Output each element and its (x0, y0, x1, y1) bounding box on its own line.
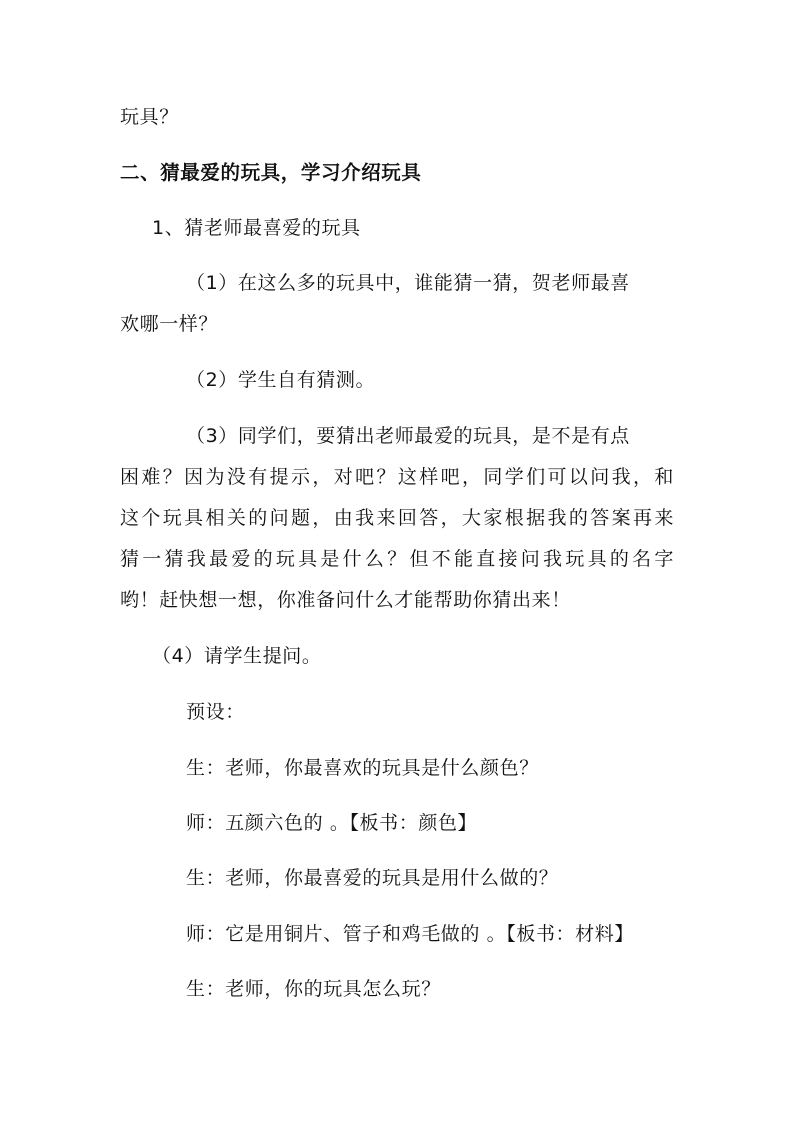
text-line: （2）学生自有猜测。 (186, 369, 376, 391)
text-line: 预设： (186, 701, 245, 723)
text-line: （4）请学生提问。 (152, 645, 322, 667)
text-line: 困难？因为没有提示，对吧？这样吧，同学们可以问我，和 (120, 466, 674, 488)
dialogue-line: 师：它是用铜片、管子和鸡毛做的 。【板书：材料】 (186, 923, 634, 945)
text-line: （3）同学们，要猜出老师最爱的玩具，是不是有点 (186, 425, 630, 447)
text-line: 欢哪一样？ (120, 313, 219, 335)
text-line: 哟！赶快想一想，你准备问什么才能帮助你猜出来！ (120, 589, 571, 611)
dialogue-line: 生：老师，你最喜欢的玩具是什么颜色？ (186, 757, 539, 779)
section-heading: 二、猜最爱的玩具，学习介绍玩具 (120, 161, 422, 184)
text-line: （1）在这么多的玩具中，谁能猜一猜，贺老师最喜 (186, 272, 630, 294)
text-line: 玩具？ (120, 106, 179, 128)
dialogue-line: 师：五颜六色的 。【板书：颜色】 (186, 812, 478, 834)
dialogue-line: 生：老师，你最喜爱的玩具是用什么做的？ (186, 867, 559, 889)
subsection-heading: 1、猜老师最喜爱的玩具 (152, 217, 361, 239)
text-line: 这个玩具相关的问题，由我来回答，大家根据我的答案再来 (120, 507, 674, 529)
text-line: 猜一猜我最爱的玩具是什么？但不能直接问我玩具的名字 (120, 548, 674, 570)
dialogue-line: 生：老师，你的玩具怎么玩？ (186, 978, 441, 1000)
